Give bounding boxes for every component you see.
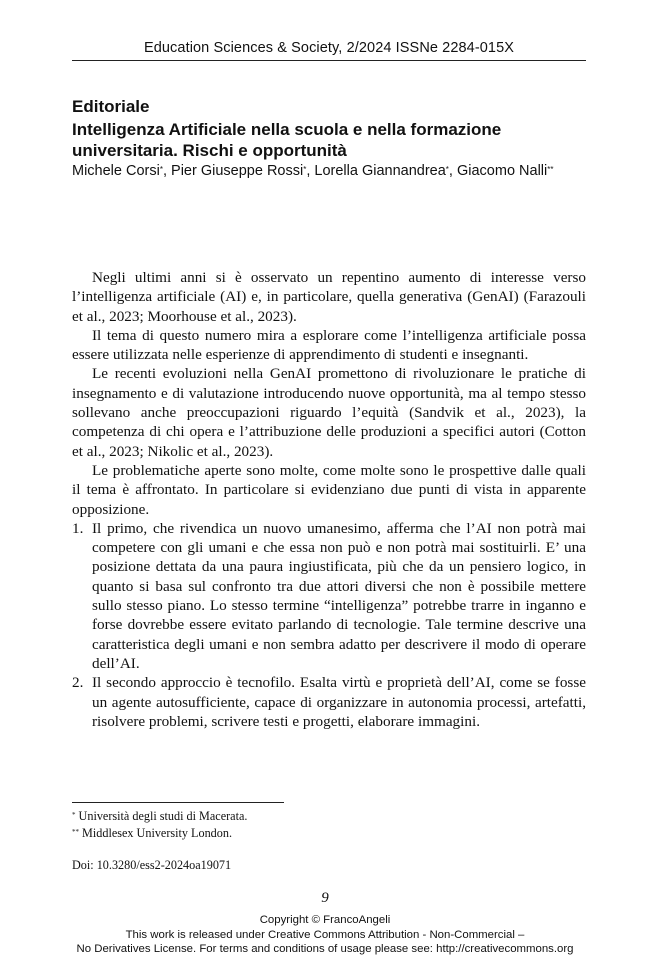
numbered-list [72,519,586,731]
footnote-text: Middlesex University London. [79,825,233,840]
author-separator: , [306,163,315,179]
list-item-text: Il primo, che rivendica un nuovo umanesimo, afferma che l’AI non potrà mai competere con gli umani e che essa non può e non potrà mai sostituirli. E’ una posizione dettata da una paura ingiustificata, più che da un pensiero logico, in quanto si basa sul confronto tra due attori diversi che non è possibile mettere sullo stesso piano. Lo stesso termine “intelligenza” potrebbe trarre in inganno e forse dovrebbe essere evitato parlando di tecnologie. Tale termine descrive una caratteristica degli umani e non sembra adatto per descrivere il modo di operare dell’AI. [92,519,586,672]
footnote-mark: ** [72,827,79,836]
footnote-text: Università degli studi di Macerata. [75,809,248,823]
author-name: Lorella Giannandrea [314,163,446,179]
author-list [72,162,592,181]
list-item [72,519,586,673]
body-paragraph: Negli ultimi anni si è osservato un repentino aumento di interesse verso l’intelligenza artificiale (AI) e, in particolare, quella generativa (GenAI) (Farazouli et al., 2023; Moorhouse et al., 2023). [72,269,586,325]
footnote [72,808,586,825]
author-separator: , [162,163,172,179]
author-name: Giacomo Nalli [456,163,548,179]
affiliation-mark: * [159,165,163,174]
affiliation-mark: ** [547,165,554,174]
article-body [72,268,586,731]
section-label: Editoriale [72,97,150,116]
affiliation-mark: * [303,165,307,174]
author-name: Pier Giuseppe Rossi [171,163,304,179]
license-notice [0,913,650,957]
list-number: 1. [72,519,84,537]
affiliation-mark: * [445,165,449,174]
page-number: 9 [321,890,329,906]
author-name: Michele Corsi [72,163,160,179]
license-line: No Derivatives License. For terms and conditions of usage please see: http://creativecommons.org [76,943,574,955]
list-item [72,673,586,731]
footnotes [72,808,586,841]
body-paragraph: Il tema di questo numero mira a esplorare come l’intelligenza artificiale possa essere utilizzata nelle esperienze di apprendimento di studenti e insegnanti. [72,326,586,364]
list-item-text: Il secondo approccio è tecnofilo. Esalta virtù e proprietà dell’AI, come se fosse un agente autosufficiente, capace di organizzare in autonomia processi, artefatti, risolvere problemi, scrivere testi e progetti, elaborare immagini. [92,674,586,730]
body-paragraph: Le problematiche aperte sono molte, come molte sono le prospettive dalle quali il tema è affrontato. In particolare si evidenziano due punti di vista in apparente opposizione. [72,461,586,518]
license-line: This work is released under Creative Commons Attribution - Non-Commercial – [125,928,525,941]
list-number: 2. [72,674,84,692]
body-paragraph: Le recenti evoluzioni nella GenAI promettono di rivoluzionare le pratiche di insegnamento e di valutazione introducendo nuove opportunità, ma al tempo stesso sollevano anche preoccupazioni riguardo l’equità (Sandvik et al., 2023), la competenza di chi opera e l’attribuzione delle produzioni a specifici autori (Cotton et al., 2023; Nikolic et al., 2023). [72,365,586,460]
footnote [72,825,586,842]
article-title: Intelligenza Artificiale nella scuola e nella formazione universitaria. Rischi e opportunità [72,120,502,160]
doi: Doi: 10.3280/ess2-2024oa19071 [72,858,232,872]
footnote-mark: * [72,811,76,819]
author-separator: , [448,163,457,179]
header-rule [72,60,586,61]
copyright-line: Copyright © FrancoAngeli [259,914,391,926]
footnote-rule [72,802,284,803]
running-head: Education Sciences & Society, 2/2024 ISSNe 2284-015X [143,40,515,56]
article-heading [72,97,592,181]
